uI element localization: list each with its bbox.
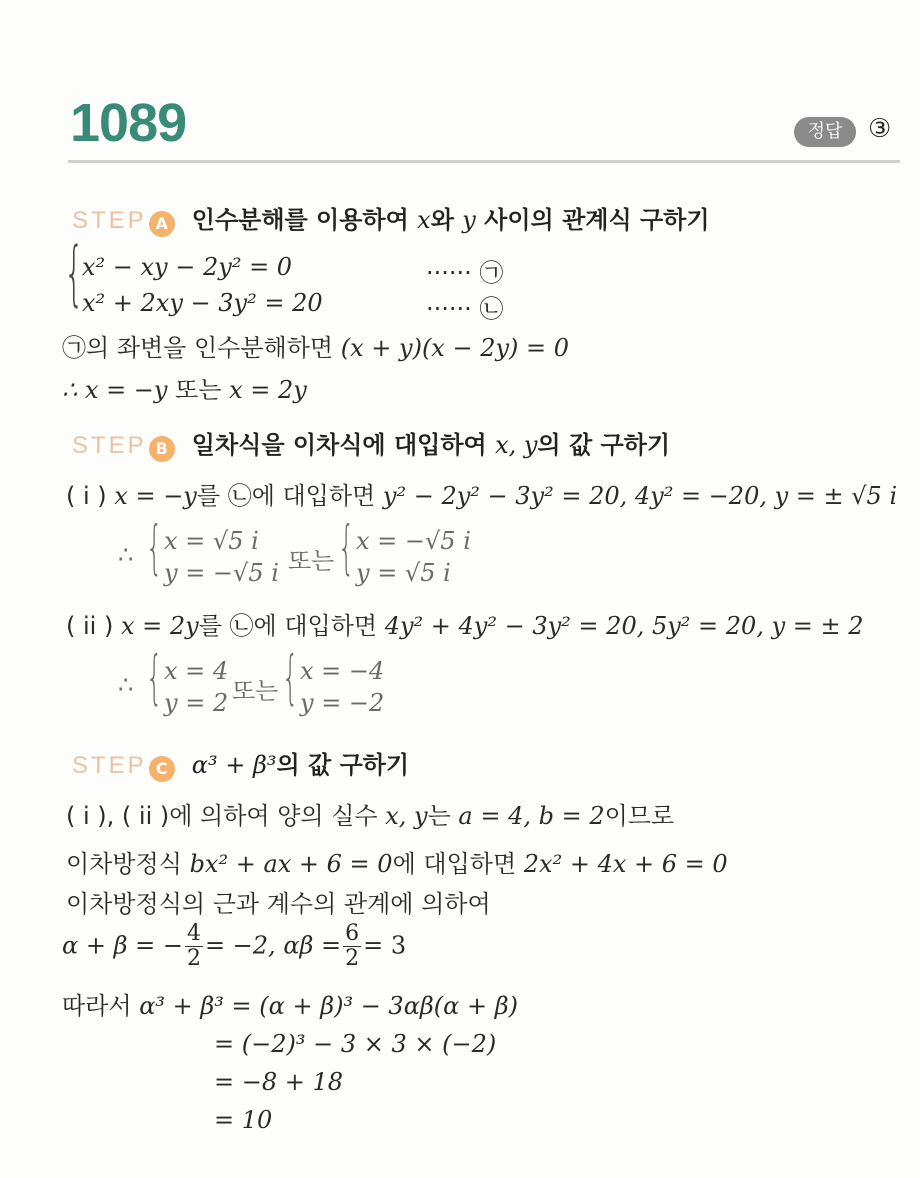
case-1-brace-2: { (338, 513, 355, 581)
step-c-title (192, 751, 409, 779)
relation-2: x = 2y (229, 376, 307, 404)
final-line-1 (62, 986, 518, 1021)
step-c-line-1 (66, 796, 674, 831)
final-line-3: = −8 + 18 (214, 1068, 344, 1096)
case-1-sol-1-x: x = √5 i (164, 527, 259, 555)
factor-math: (x + y)(x − 2y) = 0 (340, 334, 570, 362)
line-2-middle: 에 대입하면 (392, 850, 517, 878)
step-a-title-text-2: 와 (430, 206, 463, 234)
step-a-badge: A (149, 211, 175, 237)
step-c-line-2 (66, 844, 728, 879)
step-b-title-vars: x, y (495, 431, 538, 459)
step-a-title-y: y (462, 206, 476, 234)
step-a-title-x: x (417, 206, 431, 234)
case-2-sol-2-x: x = −4 (300, 657, 385, 685)
final-identity: α³ + β³ = (α + β)³ − 3αβ(α + β) (139, 992, 518, 1020)
step-b-title (192, 431, 670, 459)
final-line-2: = (−2)³ − 3 × 3 × (−2) (214, 1030, 497, 1058)
fraction-2-numerator: 6 (345, 921, 360, 946)
product-result: = 3 (363, 931, 407, 960)
line-2-text: 이차방정식 (66, 850, 182, 878)
case-1-or: 또는 (288, 547, 335, 575)
equation-tag-2: ······ ㉡ (426, 295, 504, 323)
case-2-brace-2: { (282, 643, 299, 711)
step-c-line-3: 이차방정식의 근과 계수의 관계에 의하여 (66, 890, 491, 918)
case-1-sol-1-y: y = −√5 i (164, 559, 279, 587)
case-2-brace-1: { (146, 643, 163, 711)
case-1-brace-1: { (146, 513, 163, 581)
line-1-vars: x, y (385, 802, 428, 830)
case-1-result: y² − 2y² − 3y² = 20, 4y² = −20, y = ± √5 i (382, 482, 898, 510)
fraction-1-denominator: 2 (186, 946, 201, 972)
step-b-badge: B (149, 436, 175, 462)
step-b-title-text: 일차식을 이차식에 대입하여 (191, 431, 487, 459)
step-a-title-text-3: 사이의 관계식 구하기 (475, 206, 710, 234)
step-b-label: STEP (72, 432, 147, 459)
case-2-head: ( ii ) (66, 612, 114, 640)
system-equation-2: x² + 2xy − 3y² = 20 (82, 289, 323, 317)
case-1-substitution: x = −y (114, 482, 197, 510)
line-1-end: 이므로 (604, 802, 675, 830)
line-1-particle: 는 (427, 802, 451, 830)
vieta-line (62, 922, 406, 971)
step-b-title-end: 의 값 구하기 (537, 431, 671, 459)
header-divider (68, 160, 900, 163)
step-c-title-math: α³ + β³ (191, 751, 277, 779)
answer-label-badge: 정답 (794, 117, 856, 147)
case-2-substitution: x = 2y (120, 612, 199, 640)
relation-or: 또는 (175, 376, 222, 404)
line-1-values: a = 4, b = 2 (458, 802, 605, 830)
step-a-title-text-1: 인수분해를 이용하여 (191, 206, 418, 234)
fraction-1-numerator: 4 (186, 921, 201, 946)
fraction-2-denominator: 2 (345, 946, 360, 972)
step-a-heading (72, 200, 710, 237)
relation-1: ∴ x = −y (62, 376, 168, 404)
case-1-text: 를 ㉡에 대입하면 (196, 482, 376, 510)
case-2-therefore: ∴ (118, 671, 134, 699)
case-2-text: 를 ㉡에 대입하면 (198, 612, 378, 640)
step-c-title-text: 의 값 구하기 (276, 751, 410, 779)
case-2-result: 4y² + 4y² − 3y² = 20, 5y² = 20, y = ± 2 (384, 612, 864, 640)
case-1-therefore: ∴ (118, 541, 134, 569)
line-2-result: 2x² + 4x + 6 = 0 (523, 850, 728, 878)
case-1-line (66, 476, 897, 511)
fraction-6-over-2 (343, 922, 361, 971)
final-intro: 따라서 (62, 992, 132, 1020)
case-2-line (66, 606, 864, 641)
relation-line (62, 370, 307, 405)
step-b-heading (72, 425, 670, 462)
case-1-sol-2-x: x = −√5 i (356, 527, 471, 555)
case-2-sol-2-y: y = −2 (300, 689, 385, 717)
line-2-equation: bx² + ax + 6 = 0 (189, 850, 393, 878)
case-2-or: 또는 (232, 677, 279, 705)
fraction-4-over-2 (185, 922, 203, 971)
factor-text: ㉠의 좌변을 인수분해하면 (62, 334, 334, 362)
step-c-label: STEP (72, 752, 147, 779)
equation-tag-1: ······ ㉠ (426, 259, 504, 287)
sum-result-product-lhs: = −2, αβ = (204, 931, 342, 960)
step-a-title (192, 206, 710, 234)
step-c-badge: C (149, 756, 175, 782)
line-1-text: ( i ), ( ii )에 의하여 양의 실수 (66, 802, 378, 830)
case-1-sol-2-y: y = √5 i (356, 559, 451, 587)
final-line-4: = 10 (214, 1106, 273, 1134)
case-1-head: ( i ) (66, 482, 107, 510)
factor-line (62, 328, 569, 363)
problem-number: 1089 (70, 93, 187, 153)
answer-value: ③ (868, 114, 892, 144)
system-equation-1: x² − xy − 2y² = 0 (82, 253, 293, 281)
sum-lhs: α + β = − (62, 931, 183, 960)
case-2-sol-1-y: y = 2 (164, 689, 229, 717)
step-c-heading (72, 745, 409, 782)
system-brace: { (64, 232, 85, 314)
case-2-sol-1-x: x = 4 (164, 657, 229, 685)
step-a-label: STEP (72, 207, 147, 234)
